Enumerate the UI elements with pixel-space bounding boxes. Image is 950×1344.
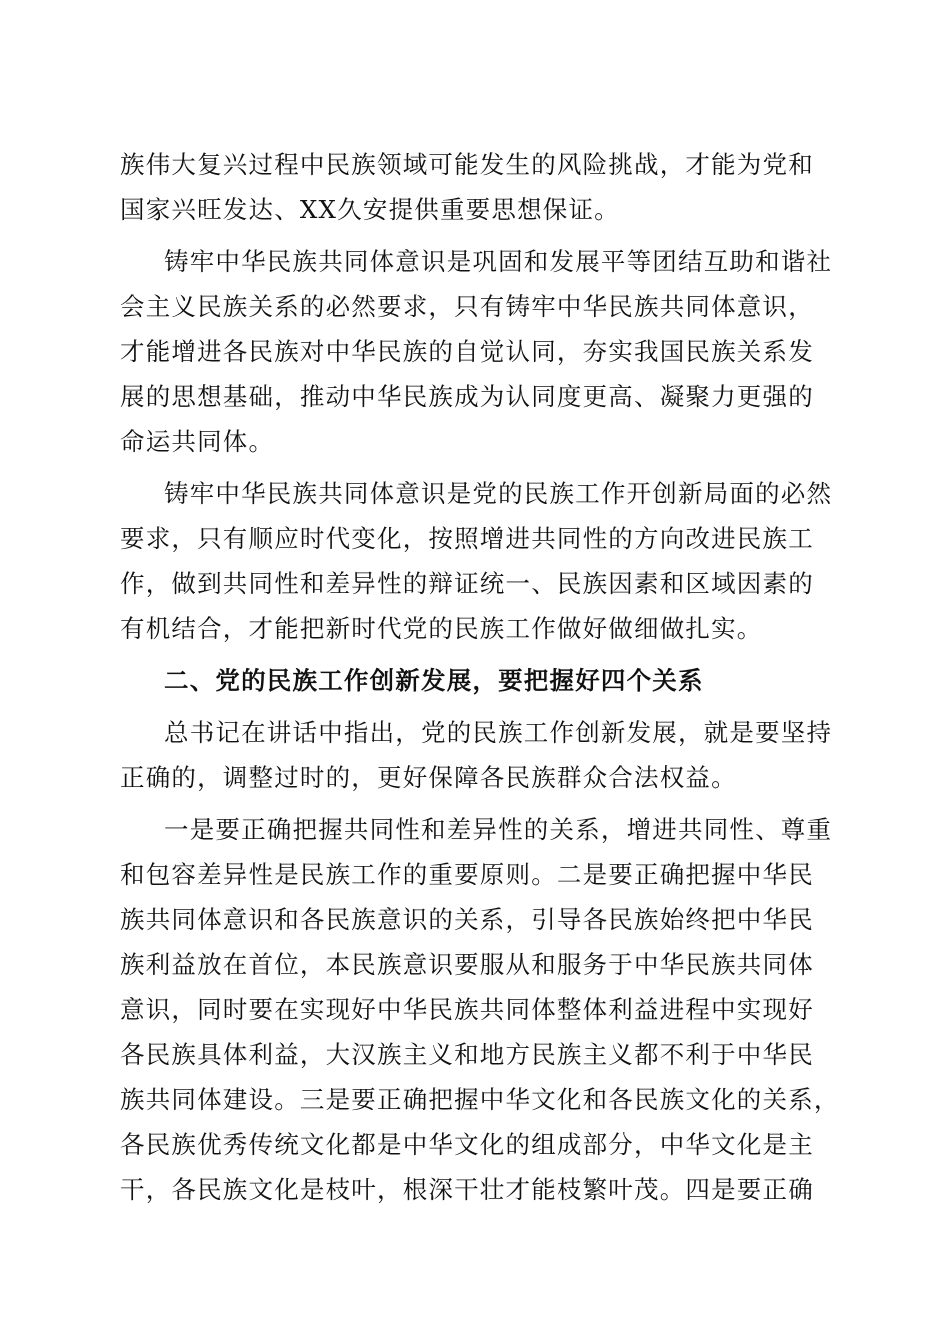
paragraph-line: 铸牢中华民族共同体意识是党的民族工作开创新局面的必然 bbox=[164, 479, 833, 508]
document-body bbox=[120, 142, 840, 1212]
paragraph-line: 正确的，调整过时的，更好保障各民族群众合法权益。 bbox=[120, 763, 737, 792]
paragraph-line: 作，做到共同性和差异性的辩证统一、民族因素和区域因素的 bbox=[120, 569, 814, 598]
paragraph-line: 族共同体建设。三是要正确把握中华文化和各民族文化的关系， bbox=[120, 1085, 840, 1114]
paragraph-line: 会主义民族关系的必然要求，只有铸牢中华民族共同体意识， bbox=[120, 292, 814, 321]
paragraph-line: 族共同体意识和各民族意识的关系，引导各民族始终把中华民 bbox=[120, 905, 814, 934]
paragraph-line: 要求，只有顺应时代变化，按照增进共同性的方向改进民族工 bbox=[120, 524, 814, 553]
paragraph-line: 命运共同体。 bbox=[120, 427, 275, 456]
paragraph-line: 国家兴旺发达、XX久安提供重要思想保证。 bbox=[120, 195, 620, 224]
section-heading: 二、党的民族工作创新发展，要把握好四个关系 bbox=[164, 666, 704, 695]
paragraph-line: 意识，同时要在实现好中华民族共同体整体利益进程中实现好 bbox=[120, 995, 814, 1024]
paragraph-line: 一是要正确把握共同性和差异性的关系，增进共同性、尊重 bbox=[164, 815, 833, 844]
paragraph-line: 有机结合，才能把新时代党的民族工作做好做细做扎实。 bbox=[120, 614, 763, 643]
paragraph-line: 族伟大复兴过程中民族领域可能发生的风险挑战，才能为党和 bbox=[120, 150, 814, 179]
paragraph-line: 和包容差异性是民族工作的重要原则。二是要正确把握中华民 bbox=[120, 860, 814, 889]
paragraph-line: 展的思想基础，推动中华民族成为认同度更高、凝聚力更强的 bbox=[120, 382, 814, 411]
paragraph-line: 各民族具体利益，大汉族主义和地方民族主义都不利于中华民 bbox=[120, 1040, 814, 1069]
paragraph-line: 干，各民族文化是枝叶，根深干壮才能枝繁叶茂。四是要正确 bbox=[120, 1175, 814, 1204]
paragraph-line: 总书记在讲话中指出，党的民族工作创新发展，就是要坚持 bbox=[164, 718, 833, 747]
paragraph-line: 各民族优秀传统文化都是中华文化的组成部分，中华文化是主 bbox=[120, 1130, 814, 1159]
paragraph-line: 铸牢中华民族共同体意识是巩固和发展平等团结互助和谐社 bbox=[164, 247, 833, 276]
paragraph-line: 族利益放在首位，本民族意识要服从和服务于中华民族共同体 bbox=[120, 950, 814, 979]
paragraph-line: 才能增进各民族对中华民族的自觉认同，夯实我国民族关系发 bbox=[120, 337, 814, 366]
